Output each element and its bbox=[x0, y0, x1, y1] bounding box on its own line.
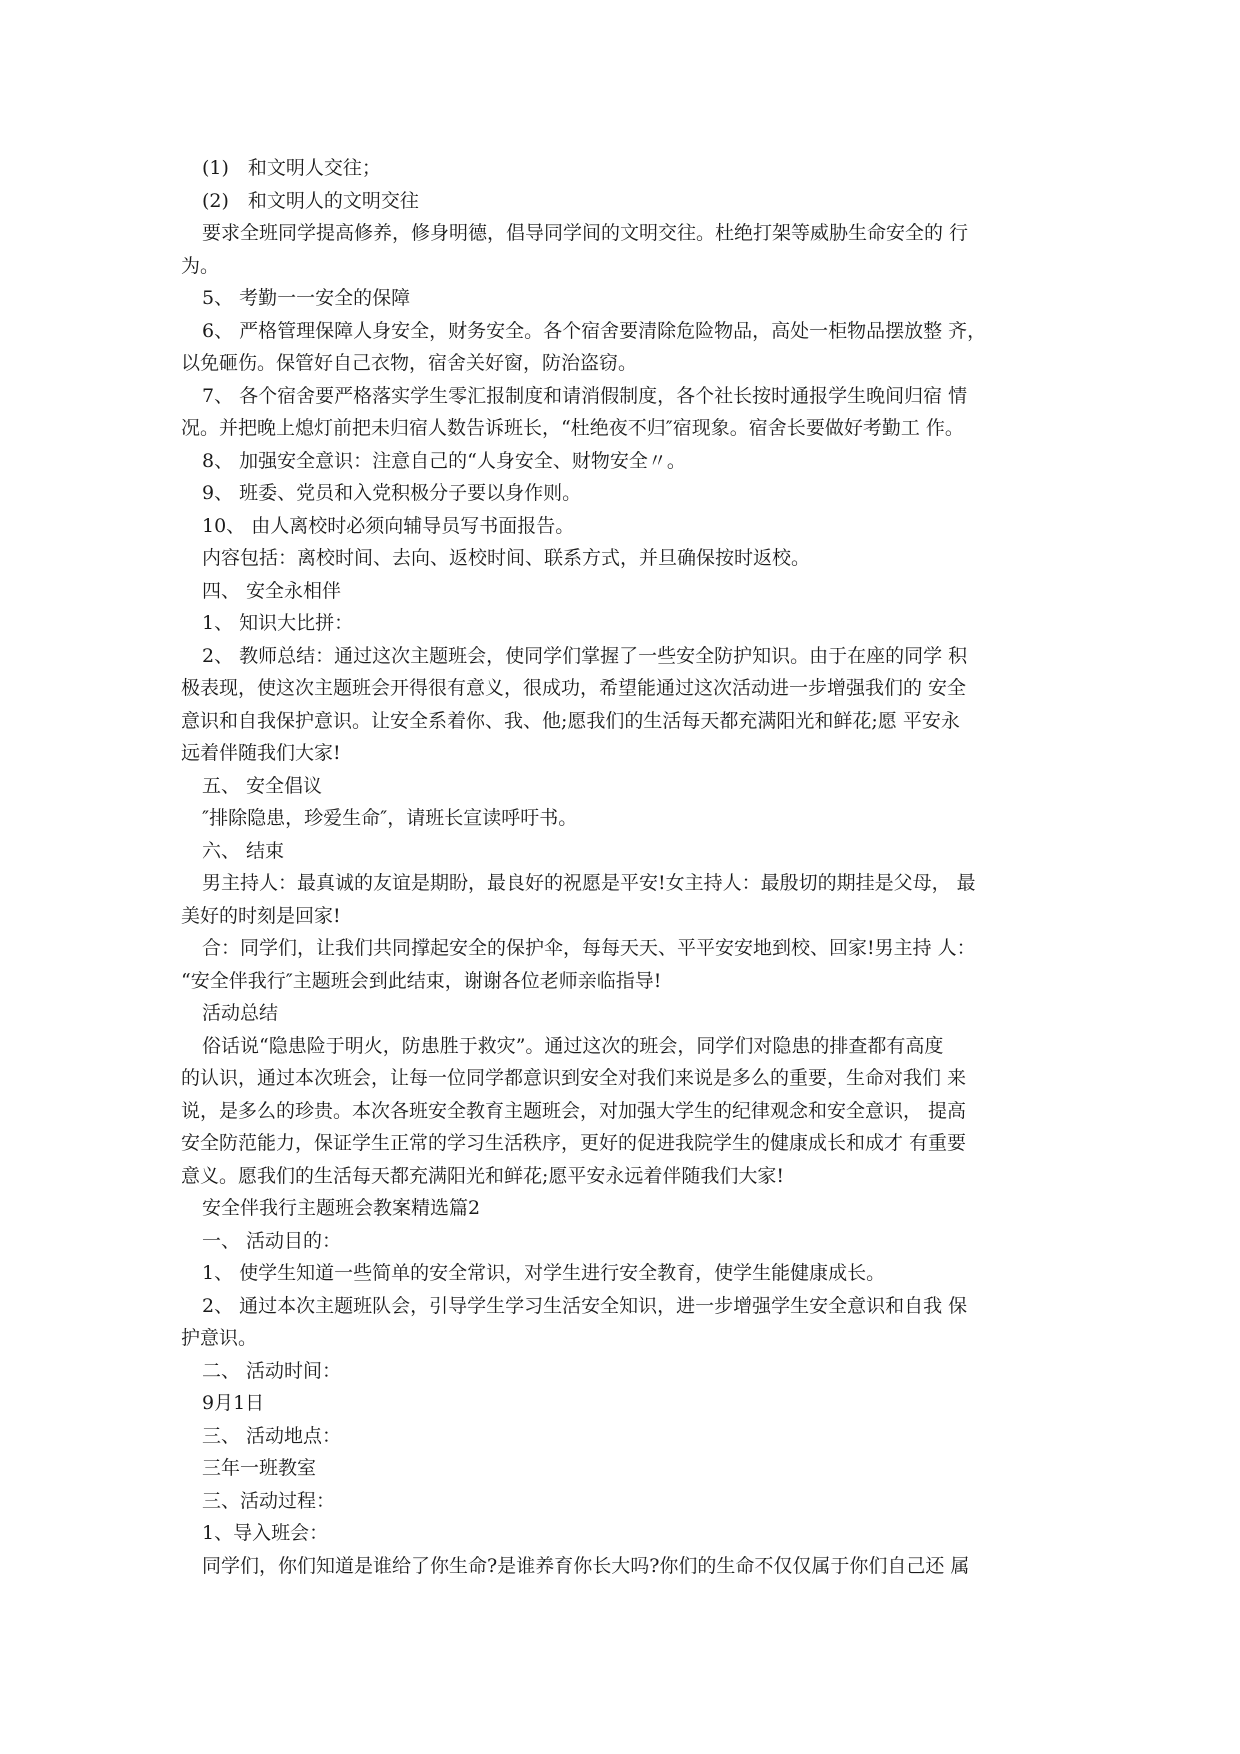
paragraph-line: 说，是多么的珍贵。本次各班安全教育主题班会，对加强大学生的纪律观念和安全意识， 提高 bbox=[181, 1099, 967, 1122]
list-item: 10、 由人离校时必须向辅导员写书面报告。 bbox=[202, 514, 575, 537]
paragraph-line: 极表现，使这次主题班会开得很有意义，很成功，希望能通过这次活动进一步增强我们的 安全 bbox=[181, 677, 967, 699]
paragraph-line: 同学们，你们知道是谁给了你生命?是谁养育你长大吗?你们的生命不仅仅属于你们自己还 属 bbox=[202, 1554, 970, 1577]
section-heading: 活动总结 bbox=[202, 1002, 279, 1024]
paragraph-line: “安全伴我行″主题班会到此结束，谢谢各位老师亲临指导! bbox=[181, 969, 662, 992]
section-heading: 六、 结束 bbox=[202, 839, 285, 862]
list-item: 5、 考勤一一安全的保障 bbox=[202, 287, 411, 309]
paragraph-line: 内容包括：离校时间、去向、返校时间、联系方式，并旦确保按时返校。 bbox=[202, 547, 811, 569]
section-heading: 三、活动过程： bbox=[202, 1489, 336, 1512]
section-heading: 二、 活动时间： bbox=[202, 1359, 342, 1382]
list-item: 9、 班委、党员和入党积极分子要以身作则。 bbox=[202, 482, 582, 504]
section-heading: 一、 活动目的： bbox=[202, 1229, 342, 1252]
section-heading: 三、 活动地点： bbox=[202, 1424, 342, 1447]
paragraph-line: ″排除隐患，珍爱生命″，请班长宣读呼吁书。 bbox=[202, 807, 578, 829]
paragraph-line: 为。 bbox=[181, 254, 220, 277]
list-item: 2、 教师总结：通过这次主题班会，使同学们掌握了一些安全防护知识。由于在座的同学 积 bbox=[202, 644, 968, 667]
list-item: 2、 通过本次主题班队会，引导学生学习生活安全知识，进一步增强学生安全意识和自我 保 bbox=[202, 1294, 968, 1317]
paragraph-line: 况。并把晚上熄灯前把未归宿人数告诉班长，“杜绝夜不归″宿现象。宿舍长要做好考勤工 作。 bbox=[181, 417, 964, 439]
paragraph-line: 意义。愿我们的生活每天都充满阳光和鲜花;愿平安永远着伴随我们大家! bbox=[181, 1164, 785, 1187]
paragraph-line: 安全防范能力，保证学生正常的学习生活秩序，更好的促进我院学生的健康成长和成才 有重要 bbox=[181, 1132, 967, 1154]
paragraph-line: 护意识。 bbox=[181, 1327, 258, 1349]
paragraph-line: 要求全班同学提高修养，修身明德，倡导同学间的文明交往。杜绝打架等威胁生命安全的 行 bbox=[202, 222, 969, 244]
list-item: (2) 和文明人的文明交往 bbox=[202, 189, 419, 212]
paragraph-line: 9月1日 bbox=[202, 1392, 265, 1414]
paragraph-line: 合：同学们，让我们共同撑起安全的保护伞，每每天天、平平安安地到校、回家!男主持 人： bbox=[202, 937, 976, 959]
list-item: 8、 加强安全意识：注意自己的“人身安全、财物安全〃。 bbox=[202, 449, 686, 472]
document-subtitle: 安全伴我行主题班会教案精选篇2 bbox=[202, 1197, 481, 1219]
paragraph-line: 男主持人：最真诚的友谊是期盼，最良好的祝愿是平安!女主持人：最殷切的期挂是父母， 最 bbox=[202, 872, 976, 894]
list-item: 7、 各个宿舍要严格落实学生零汇报制度和请消假制度，各个社长按时通报学生晚间归宿 情 bbox=[202, 384, 968, 407]
paragraph-line: 的认识，通过本次班会，让每一位同学都意识到安全对我们来说是多么的重要，生命对我们 来 bbox=[181, 1067, 967, 1089]
list-item: 1、导入班会： bbox=[202, 1522, 329, 1544]
section-heading: 五、 安全倡议 bbox=[202, 774, 323, 797]
list-item: 1、 使学生知道一些简单的安全常识，对学生进行安全教育，使学生能健康成长。 bbox=[202, 1262, 886, 1284]
paragraph-line: 以免砸伤。保管好自己衣物，宿舍关好窗，防治盗窃。 bbox=[181, 352, 638, 374]
paragraph-line: 俗话说“隐患险于明火，防患胜于救灾”。通过这次的班会，同学们对隐患的排查都有高度 bbox=[202, 1034, 944, 1057]
list-item: 1、 知识大比拼： bbox=[202, 612, 354, 634]
paragraph-line: 美好的时刻是回家! bbox=[181, 904, 341, 927]
paragraph-line: 远着伴随我们大家! bbox=[181, 742, 341, 764]
section-heading: 四、 安全永相伴 bbox=[202, 579, 342, 602]
document-body bbox=[181, 152, 1061, 1582]
paragraph-line: 三年一班教室 bbox=[202, 1457, 317, 1479]
list-item: 6、 严格管理保障人身安全，财务安全。各个宿舍要清除危险物品，高处一柜物品摆放整 齐， bbox=[202, 319, 987, 342]
paragraph-line: 意识和自我保护意识。让安全系着你、我、他;愿我们的生活每天都充满阳光和鲜花;愿 平安永 bbox=[181, 709, 960, 732]
list-item: (1) 和文明人交往； bbox=[202, 157, 381, 179]
